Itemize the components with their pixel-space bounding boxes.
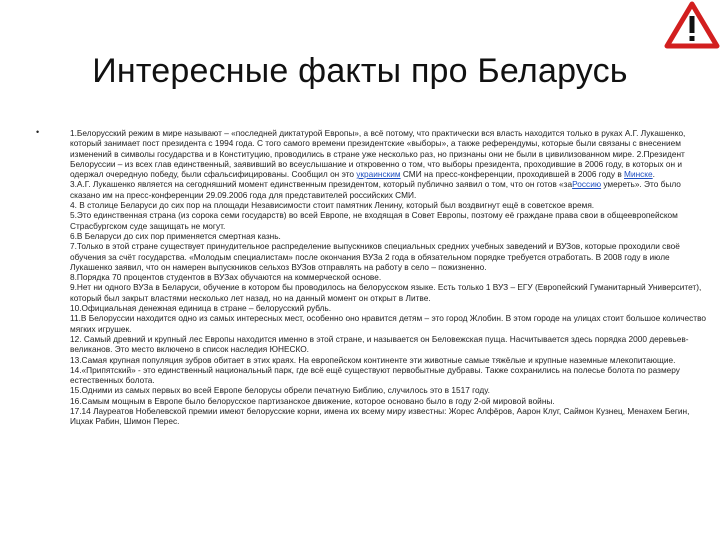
link-ukrainian[interactable]: украинским (356, 169, 401, 180)
link-russia[interactable]: Россию (572, 179, 602, 190)
fact-8: 8.Порядка 70 процентов студентов в ВУЗах обучаются на коммерческой основе. (70, 272, 382, 283)
fact-5: 5.Это единственная страна (из сорока семи государств) во всей Европе, не входящая в Совет Европы, поэтому её граждане права свои в общеевропейском Страсбургском суде защищать не могут. (70, 210, 678, 231)
fact-11: 11.В Белоруссии находится одно из самых интересных мест, особенно оно нравится детям – это город Жлобин. В этом городе на улицах стоит большое количество мягких игрушек. (70, 313, 707, 334)
fact-1: 1.Белорусский режим в мире называют – «последней диктатурой Европы», а всё потому, что практически вся власть находится только в руках А.Г. Лукашенко, который занимает пост президента с 1994 года. С того самого времени президентские «выборы», а также референдумы, которые были связаны с внесением изменений в символы государства и в Конституцию, проводились в стране уже несколько раз, но признаны они не были в цивилизованном мире. 2.Президент Белоруссии – из всех глав единственный, заявивший во всеуслышание и откровенно о том, что выборы президента, проходившие в 2006 году, в которых он и одержал очередную победу, были сфальсифицированы. Сообщил он это украинским СМИ на пресс-конференции, проходившей в 2006 году в Минске. (70, 128, 686, 180)
fact-14: 14.«Припятский» - это единственный национальный парк, где всё ещё существуют первобытные дубравы. Также сохранились на полесье болота по размеру естественных болота. (70, 364, 680, 386)
page-title: Интересные факты про Беларусь (92, 52, 628, 90)
link-minsk[interactable]: Минске (624, 169, 653, 180)
fact-15: 15.Одними из самых первых во всей Европе белорусы обрели печатную Библию, случилось это в 1517 году. (70, 385, 490, 396)
fact-6: 6.В Беларуси до сих пор применяется смертная казнь. (70, 230, 281, 241)
warning-icon (664, 0, 720, 50)
fact-4: 4. В столице Беларуси до сих пор на площади Независимости стоит памятник Ленину, который был воздвигнут ещё в советское время. (70, 200, 595, 211)
fact-10: 10.Официальная денежная единица в стране – белорусский рубль. (70, 303, 332, 314)
fact-7: 7.Только в этой стране существует принудительное распределение выпускников специальных средних учебных заведений и ВУЗов, которые проходили своё обучения за счёт государства. «Молодым специалистам» после окончания ВУЗа 2 года в обязательном порядке требуется отработать. В 2008 году в июле Лукашенко заявил, что он намерен выпускников сельхоз ВУЗов отправлять на работу в село – пожизненно. (70, 241, 680, 272)
fact-13: 13.Самая крупная популяция зубров обитает в этих краях. На европейском континенте эти животные самые тяжёлые и крупные наземные млекопитающие. (70, 354, 676, 365)
fact-3: 3.А.Г. Лукашенко является на сегодняшний момент единственным президентом, который публично заявил о том, что он готов «заРоссию умереть». Это было сказано им на пресс-конференции 29.09.2006 года для представителей российских СМИ. (70, 179, 681, 200)
fact-12: 12. Самый древний и крупный лес Европы находится именно в этой стране, и называется он Беловежская пуща. Насчитывается здесь порядка 2000 деревьев-великанов. Это место включено в список наследия ЮНЕСКО. (70, 333, 689, 355)
fact-9: 9.Нет ни одного ВУЗа в Беларуси, обучение в котором бы проводилось на белорусском языке. Есть только 1 ВУЗ – ЕГУ (Европейский Гуманитарный Университет), который был закрыт властями несколько лет назад, но на данный момент он открыт в Литве. (70, 282, 702, 303)
bullet-marker: • (36, 127, 40, 137)
fact-16: 16.Самым мощным в Европе было белорусское партизанское движение, которое основано было в году 2-ой мировой войны. (70, 395, 555, 406)
fact-17: 17.14 Лауреатов Нобелевской премии имеют белорусские корни, имена их всему миру известны: Жорес Алфёров, Аарон Клуг, Саймон Кузнец, Менахем Бегин, Ицхак Рабин, Шимон Перес. (70, 406, 690, 427)
facts-list (36, 127, 710, 427)
